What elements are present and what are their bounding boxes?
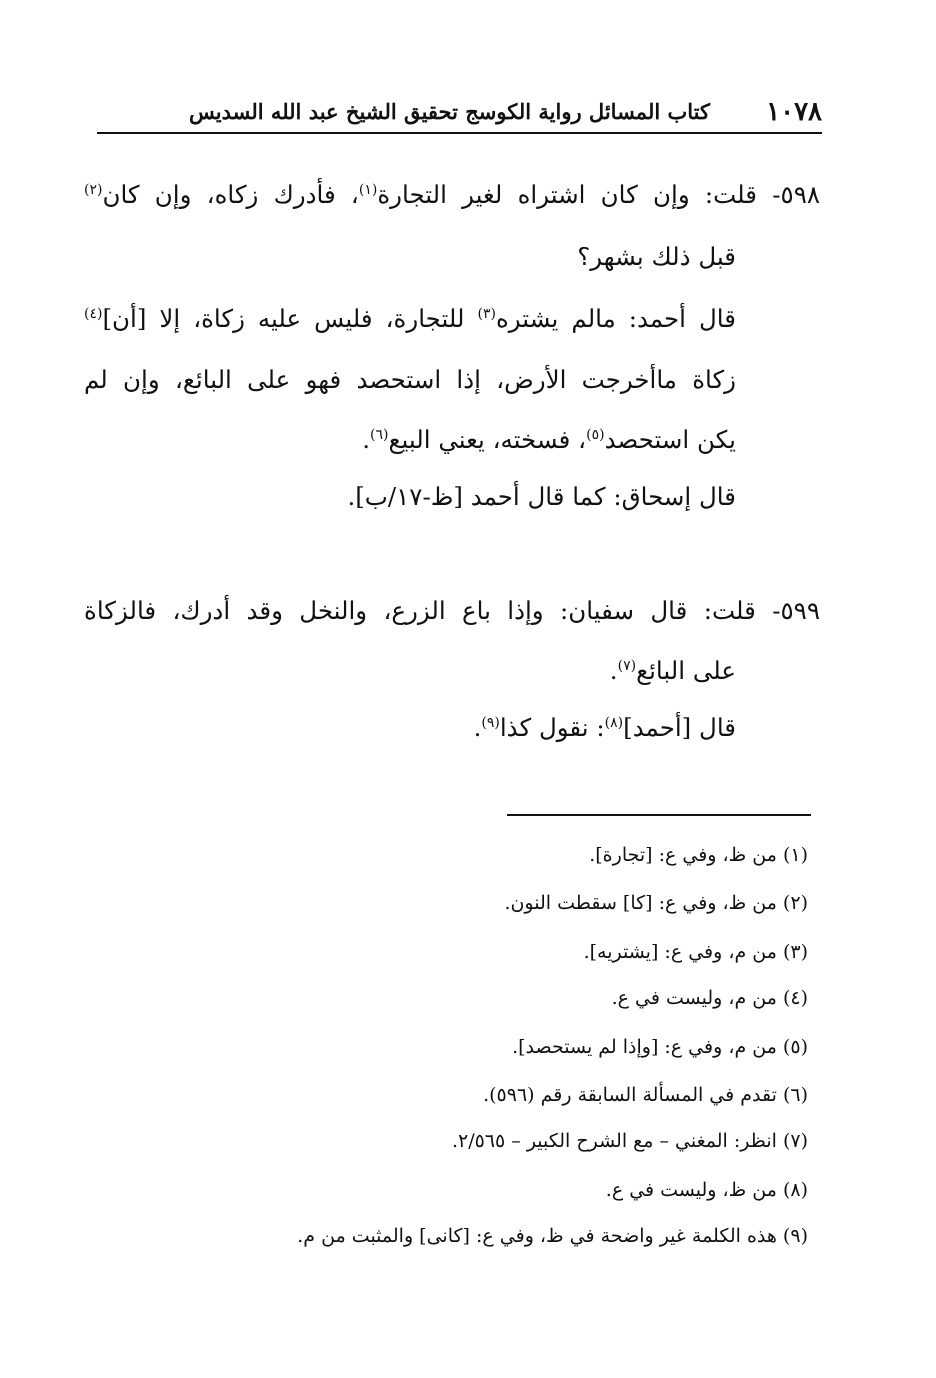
footnote-4: (٤) من م، وليست في ع. bbox=[611, 987, 808, 1009]
footnote-7: (٧) انظر: المغني – مع الشرح الكبير – ٢/٥٦٥. bbox=[451, 1130, 808, 1152]
issue-598-line-4: زكاة ماأخرجت الأرض، إذا استحصد فهو على البائع، وإن لم bbox=[84, 365, 736, 394]
issue-598-line-5: يكن استحصد$^{(٥)}$، فسخته، يعني البيع$^{(٦)}$. bbox=[362, 425, 736, 454]
issue-599-line-1: ٥٩٩- قلت: قال سفيان: وإذا باع الزرع، والنخل وقد أدرك، فالزكاة bbox=[84, 596, 820, 625]
issue-598-line-2: قبل ذلك بشهر؟ bbox=[577, 242, 736, 271]
running-title: كتاب المسائل رواية الكوسج تحقيق الشيخ عبد الله السديس bbox=[189, 99, 710, 124]
footnote-9: (٩) هذه الكلمة غير واضحة في ظ، وفي ع: [كانى] والمثبت من م. bbox=[297, 1225, 808, 1247]
footnote-3: (٣) من م، وفي ع: [يشتريه]. bbox=[583, 941, 808, 963]
footnote-ref: (٣) bbox=[477, 305, 496, 322]
issue-598-line-1: ٥٩٨- قلت: وإن كان اشتراه لغير التجارة$^{(١)}$، فأدرك زكاه، وإن كان$^{(٢)}$ bbox=[84, 180, 821, 209]
page-header bbox=[100, 92, 822, 132]
footnote-8: (٨) من ظ، وليست في ع. bbox=[605, 1179, 808, 1201]
issue-599-line-3: قال [أحمد]$^{(٨)}$: نقول كذا$^{(٩)}$. bbox=[473, 713, 736, 742]
footnote-ref: (٧) bbox=[617, 657, 637, 674]
footnote-divider bbox=[507, 814, 811, 816]
issue-number: ٥٩٨- bbox=[772, 180, 821, 209]
footnote-1: (١) من ظ، وفي ع: [تجارة]. bbox=[589, 844, 808, 866]
footnote-ref: (٢) bbox=[84, 181, 103, 198]
footnote-2: (٢) من ظ، وفي ع: [كا] سقطت النون. bbox=[504, 892, 808, 914]
footnote-ref: (٤) bbox=[84, 305, 103, 322]
footnote-ref: (٨) bbox=[604, 714, 624, 731]
issue-599-line-2: على البائع$^{(٧)}$. bbox=[609, 656, 736, 685]
footnote-5: (٥) من م، وفي ع: [وإذا لم يستحصد]. bbox=[512, 1036, 808, 1058]
footnote-ref: (١) bbox=[358, 181, 378, 198]
footnote-6: (٦) تقدم في المسألة السابقة رقم (٥٩٦). bbox=[483, 1084, 808, 1106]
issue-number: ٥٩٩- bbox=[772, 596, 820, 625]
footnote-ref: (٦) bbox=[369, 426, 389, 443]
issue-598-line-6: قال إسحاق: كما قال أحمد [ظ-١٧/ب]. bbox=[347, 482, 736, 511]
header-divider bbox=[97, 132, 822, 134]
page-number: ١٠٧٨ bbox=[766, 97, 822, 127]
issue-598-line-3: قال أحمد: مالم يشتره$^{(٣)}$ للتجارة، فليس عليه زكاة، إلا [أن]$^{(٤)}$ bbox=[84, 304, 736, 333]
footnote-ref: (٥) bbox=[586, 426, 605, 443]
footnote-ref: (٩) bbox=[481, 714, 500, 731]
